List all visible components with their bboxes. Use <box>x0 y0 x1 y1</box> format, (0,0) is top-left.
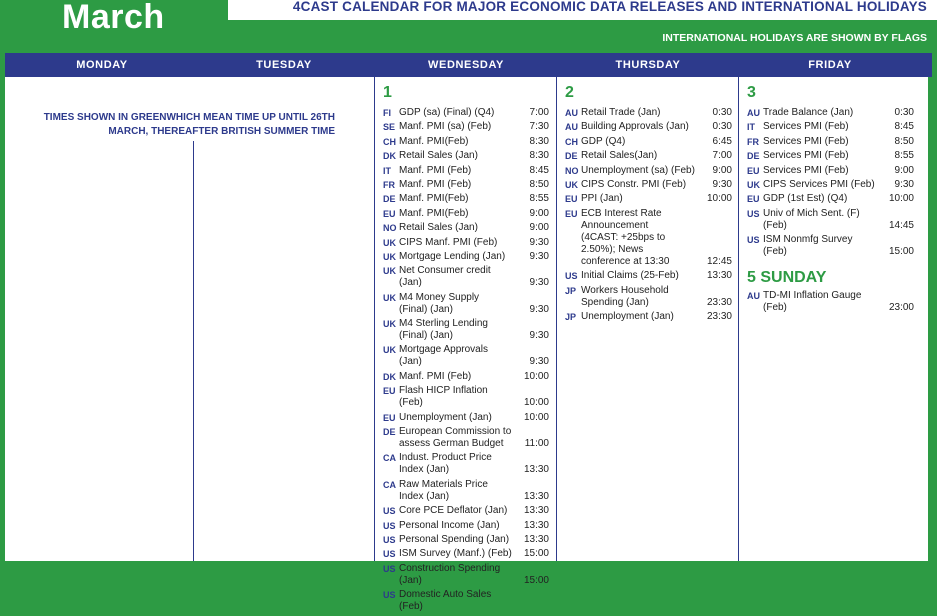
event-time: 10:00 <box>523 370 549 382</box>
event-time: 10:00 <box>706 193 732 205</box>
day-label-wednesday: WEDNESDAY <box>428 59 504 71</box>
country-code: DK <box>383 151 396 162</box>
country-code: EU <box>383 208 396 219</box>
event-name: Trade Balance (Jan) <box>763 107 854 118</box>
event-row <box>383 150 549 162</box>
event-row <box>565 107 732 119</box>
column-divider <box>374 77 375 561</box>
weekday-header <box>5 53 932 77</box>
event-name: Services PMI (Feb) <box>763 121 849 133</box>
country-code: UK <box>383 319 396 330</box>
event-name: PPI (Jan) <box>581 193 623 205</box>
event-name: CIPS Constr. PMI (Feb) <box>581 178 687 190</box>
country-code: CA <box>383 479 396 490</box>
country-code: US <box>383 506 396 517</box>
event-time: 9:30 <box>529 330 549 342</box>
event-name: GDP (1st Est) (Q4) <box>763 193 848 205</box>
event-time: 10:00 <box>523 411 549 423</box>
country-code: AU <box>747 291 760 302</box>
event-time: 13:30 <box>523 464 549 476</box>
event-row <box>383 251 549 263</box>
event-list <box>747 107 914 258</box>
event-row <box>383 222 549 234</box>
event-row <box>747 150 914 162</box>
country-code: UK <box>383 237 396 248</box>
event-time: 9:30 <box>529 277 549 289</box>
event-row <box>565 121 732 133</box>
country-code: AU <box>747 108 760 118</box>
event-row <box>747 208 914 232</box>
event-name: Retail Sales (Jan) <box>399 150 478 162</box>
event-name: TD-MI Inflation Gauge (Feb) <box>763 290 862 314</box>
event-name: Flash HICP Inflation (Feb) <box>399 385 488 409</box>
country-code: CA <box>383 453 396 464</box>
event-name: Core PCE Deflator (Jan) <box>399 505 508 517</box>
event-time: 23:30 <box>706 310 732 322</box>
country-code: EU <box>565 208 578 219</box>
day-number: 2 <box>565 84 574 101</box>
country-code: AU <box>565 108 578 118</box>
country-code: FI <box>383 108 391 118</box>
event-row <box>383 452 549 476</box>
event-row <box>383 371 549 383</box>
event-row <box>565 165 732 177</box>
event-time: 8:50 <box>894 135 914 147</box>
event-row <box>565 270 732 282</box>
event-row <box>565 179 732 191</box>
event-name: Retail Sales (Jan) <box>399 222 478 234</box>
event-name: Mortgage Approvals (Jan) <box>399 344 488 368</box>
country-code: NO <box>383 223 397 234</box>
country-code: NO <box>565 165 579 176</box>
event-row <box>747 193 914 205</box>
country-code: US <box>565 271 578 282</box>
event-row <box>383 589 549 613</box>
event-name: Personal Income (Jan) <box>399 519 500 531</box>
event-time: 7:00 <box>712 150 732 162</box>
event-time: 13:30 <box>523 519 549 531</box>
event-time: 9:00 <box>712 164 732 176</box>
country-code: DE <box>747 151 760 162</box>
event-time: 7:00 <box>529 107 549 118</box>
event-time: 0:30 <box>894 107 914 118</box>
country-code: FR <box>747 136 759 147</box>
event-name: Manf. PMI(Feb) <box>399 135 469 147</box>
event-row <box>383 385 549 409</box>
event-name: Unemployment (sa) (Feb) <box>581 164 695 176</box>
event-name: Manf. PMI (sa) (Feb) <box>399 121 492 133</box>
event-row <box>383 265 549 289</box>
event-name: Domestic Auto Sales (Feb) <box>399 589 492 613</box>
event-time: 9:30 <box>529 303 549 315</box>
event-name: Raw Materials Price Index (Jan) <box>399 478 488 502</box>
calendar-title: 4CAST CALENDAR FOR MAJOR ECONOMIC DATA RELEASES AND INTERNATIONAL HOLIDAYS <box>292 0 927 14</box>
event-name: Services PMI (Feb) <box>763 150 849 162</box>
event-name: Mortgage Lending (Jan) <box>399 250 506 262</box>
event-time: 8:50 <box>529 178 549 190</box>
country-code: EU <box>747 165 760 176</box>
event-name: CIPS Services PMI (Feb) <box>763 178 875 190</box>
event-name: Workers Household Spending (Jan) <box>581 284 669 308</box>
event-time: 10:00 <box>523 397 549 409</box>
event-time: 8:55 <box>529 193 549 205</box>
country-code: DE <box>565 151 578 162</box>
thursday-column <box>565 83 732 325</box>
event-row <box>383 505 549 517</box>
event-name: Unemployment (Jan) <box>581 310 674 322</box>
event-time: 13:30 <box>523 533 549 545</box>
event-name: GDP (sa) (Final) (Q4) <box>399 107 495 118</box>
event-time: 11:00 <box>524 438 549 450</box>
event-row <box>383 237 549 249</box>
event-row <box>383 318 549 342</box>
sunday-label: 5 SUNDAY <box>747 269 827 287</box>
country-code: UK <box>383 251 396 262</box>
country-code: US <box>383 563 396 574</box>
note-divider <box>193 141 194 561</box>
event-name: M4 Sterling Lending (Final) (Jan) <box>399 318 488 342</box>
event-time: 23:00 <box>888 302 914 314</box>
event-time: 8:45 <box>894 121 914 133</box>
event-time: 7:30 <box>529 121 549 133</box>
event-row <box>383 412 549 424</box>
event-time: 6:45 <box>712 135 732 147</box>
event-name: Construction Spending (Jan) <box>399 562 501 586</box>
event-time: 8:55 <box>894 150 914 162</box>
event-time: 8:30 <box>529 135 549 147</box>
event-row <box>383 165 549 177</box>
country-code: CH <box>565 136 578 147</box>
event-name: Services PMI (Feb) <box>763 164 849 176</box>
event-name: Net Consumer credit (Jan) <box>399 265 491 289</box>
country-code: UK <box>747 179 760 190</box>
event-row <box>747 165 914 177</box>
event-row <box>383 426 549 450</box>
event-name: Manf. PMI (Feb) <box>399 370 472 382</box>
event-name: Services PMI (Feb) <box>763 135 849 147</box>
holiday-note: INTERNATIONAL HOLIDAYS ARE SHOWN BY FLAGS <box>662 32 927 44</box>
country-code: US <box>383 534 396 545</box>
country-code: JP <box>565 285 577 296</box>
event-time: 23:30 <box>706 296 732 308</box>
day-number: 1 <box>383 84 392 101</box>
event-row <box>747 136 914 148</box>
country-code: UK <box>565 179 578 190</box>
event-row <box>747 179 914 191</box>
event-name: Retail Trade (Jan) <box>581 107 661 118</box>
event-time: 8:45 <box>529 164 549 176</box>
event-time: 0:30 <box>712 107 732 118</box>
event-row <box>565 208 732 268</box>
wednesday-column <box>383 83 549 616</box>
country-code: EU <box>747 194 760 205</box>
event-name: M4 Money Supply (Final) (Jan) <box>399 291 480 315</box>
country-code: JP <box>565 311 577 322</box>
day-label-monday: MONDAY <box>76 59 128 71</box>
event-row <box>565 193 732 205</box>
event-name: Manf. PMI(Feb) <box>399 207 469 219</box>
event-time: 9:30 <box>529 356 549 368</box>
country-code: UK <box>383 292 396 303</box>
country-code: US <box>383 520 396 531</box>
column-divider <box>738 77 739 561</box>
event-row <box>383 208 549 220</box>
event-row <box>565 311 732 323</box>
title-bar <box>228 0 937 20</box>
event-row <box>383 534 549 546</box>
country-code: IT <box>747 122 755 133</box>
event-row <box>383 548 549 560</box>
country-code: UK <box>383 266 396 277</box>
event-time: 9:30 <box>712 178 732 190</box>
event-name: CIPS Manf. PMI (Feb) <box>399 236 498 248</box>
event-time: 15:00 <box>888 246 914 258</box>
calendar-grid <box>5 77 928 613</box>
event-list <box>747 290 914 314</box>
event-row <box>383 121 549 133</box>
country-code: CH <box>383 136 396 147</box>
event-name: Personal Spending (Jan) <box>399 533 510 545</box>
country-code: US <box>747 208 760 219</box>
event-row <box>383 479 549 503</box>
event-name: Building Approvals (Jan) <box>581 121 689 133</box>
country-code: EU <box>383 386 396 397</box>
event-row <box>747 107 914 119</box>
event-name: European Commission to assess German Budget <box>399 426 512 450</box>
column-divider <box>556 77 557 561</box>
country-code: SE <box>383 122 396 133</box>
country-code: AU <box>565 122 578 133</box>
event-row <box>383 344 549 368</box>
event-time: 15:00 <box>523 574 549 586</box>
event-name: ISM Survey (Manf.) (Feb) <box>399 548 512 560</box>
day-label-tuesday: TUESDAY <box>256 59 312 71</box>
event-row <box>565 136 732 148</box>
event-time: 14:45 <box>888 219 914 231</box>
event-row <box>383 563 549 587</box>
event-time: 15:00 <box>523 548 549 560</box>
event-name: Manf. PMI (Feb) <box>399 178 472 190</box>
country-code: DK <box>383 371 396 382</box>
event-row <box>565 285 732 309</box>
event-name: ECB Interest Rate Announcement (4CAST: +25bps to 2.50%); News conference at 13:30 <box>581 207 670 267</box>
event-time: 13:30 <box>706 270 732 282</box>
event-time: 12:45 <box>706 255 732 267</box>
event-time: 9:30 <box>529 236 549 248</box>
day-label-thursday: THURSDAY <box>615 59 681 71</box>
event-row <box>565 150 732 162</box>
event-name: Initial Claims (25-Feb) <box>581 270 679 282</box>
event-list <box>383 107 549 613</box>
event-time: 0:30 <box>712 121 732 133</box>
event-row <box>747 121 914 133</box>
event-time: 9:00 <box>894 164 914 176</box>
event-time: 9:30 <box>529 250 549 262</box>
country-code: US <box>383 549 396 560</box>
event-row <box>383 520 549 532</box>
event-name: Univ of Mich Sent. (F) (Feb) <box>763 207 860 231</box>
event-row <box>383 179 549 191</box>
country-code: IT <box>383 165 391 176</box>
event-row <box>383 136 549 148</box>
time-zone-note: TIMES SHOWN IN GREENWHICH MEAN TIME UP UNTIL 26TH MARCH, THEREAFTER BRITISH SUMMER TIME <box>43 112 335 137</box>
country-code: DE <box>383 194 396 205</box>
country-code: EU <box>565 194 578 205</box>
event-name: Manf. PMI(Feb) <box>399 193 469 205</box>
event-row <box>747 234 914 258</box>
event-time: 9:00 <box>529 207 549 219</box>
event-name: Unemployment (Jan) <box>399 411 492 423</box>
month-title: March <box>62 0 165 36</box>
day-number: 3 <box>747 84 756 101</box>
country-code: DE <box>383 427 396 438</box>
country-code: US <box>747 235 760 246</box>
event-time: 8:30 <box>529 150 549 162</box>
event-row <box>383 292 549 316</box>
event-time: 9:00 <box>529 222 549 234</box>
day-label-friday: FRIDAY <box>808 59 852 71</box>
country-code: FR <box>383 179 395 190</box>
country-code: US <box>383 590 396 601</box>
event-name: ISM Nonmfg Survey (Feb) <box>763 234 853 258</box>
event-name: Retail Sales(Jan) <box>581 150 658 162</box>
friday-column <box>747 83 914 317</box>
event-time: 13:30 <box>523 505 549 517</box>
event-row <box>383 193 549 205</box>
event-name: Indust. Product Price Index (Jan) <box>399 452 492 476</box>
event-time: 10:00 <box>888 193 914 205</box>
event-name: Manf. PMI (Feb) <box>399 164 472 176</box>
event-row <box>383 107 549 119</box>
event-time: 13:30 <box>523 490 549 502</box>
event-row <box>747 290 914 314</box>
event-list <box>565 107 732 323</box>
country-code: UK <box>383 345 396 356</box>
event-name: GDP (Q4) <box>581 135 626 147</box>
country-code: EU <box>383 412 396 423</box>
event-time: 9:30 <box>894 178 914 190</box>
